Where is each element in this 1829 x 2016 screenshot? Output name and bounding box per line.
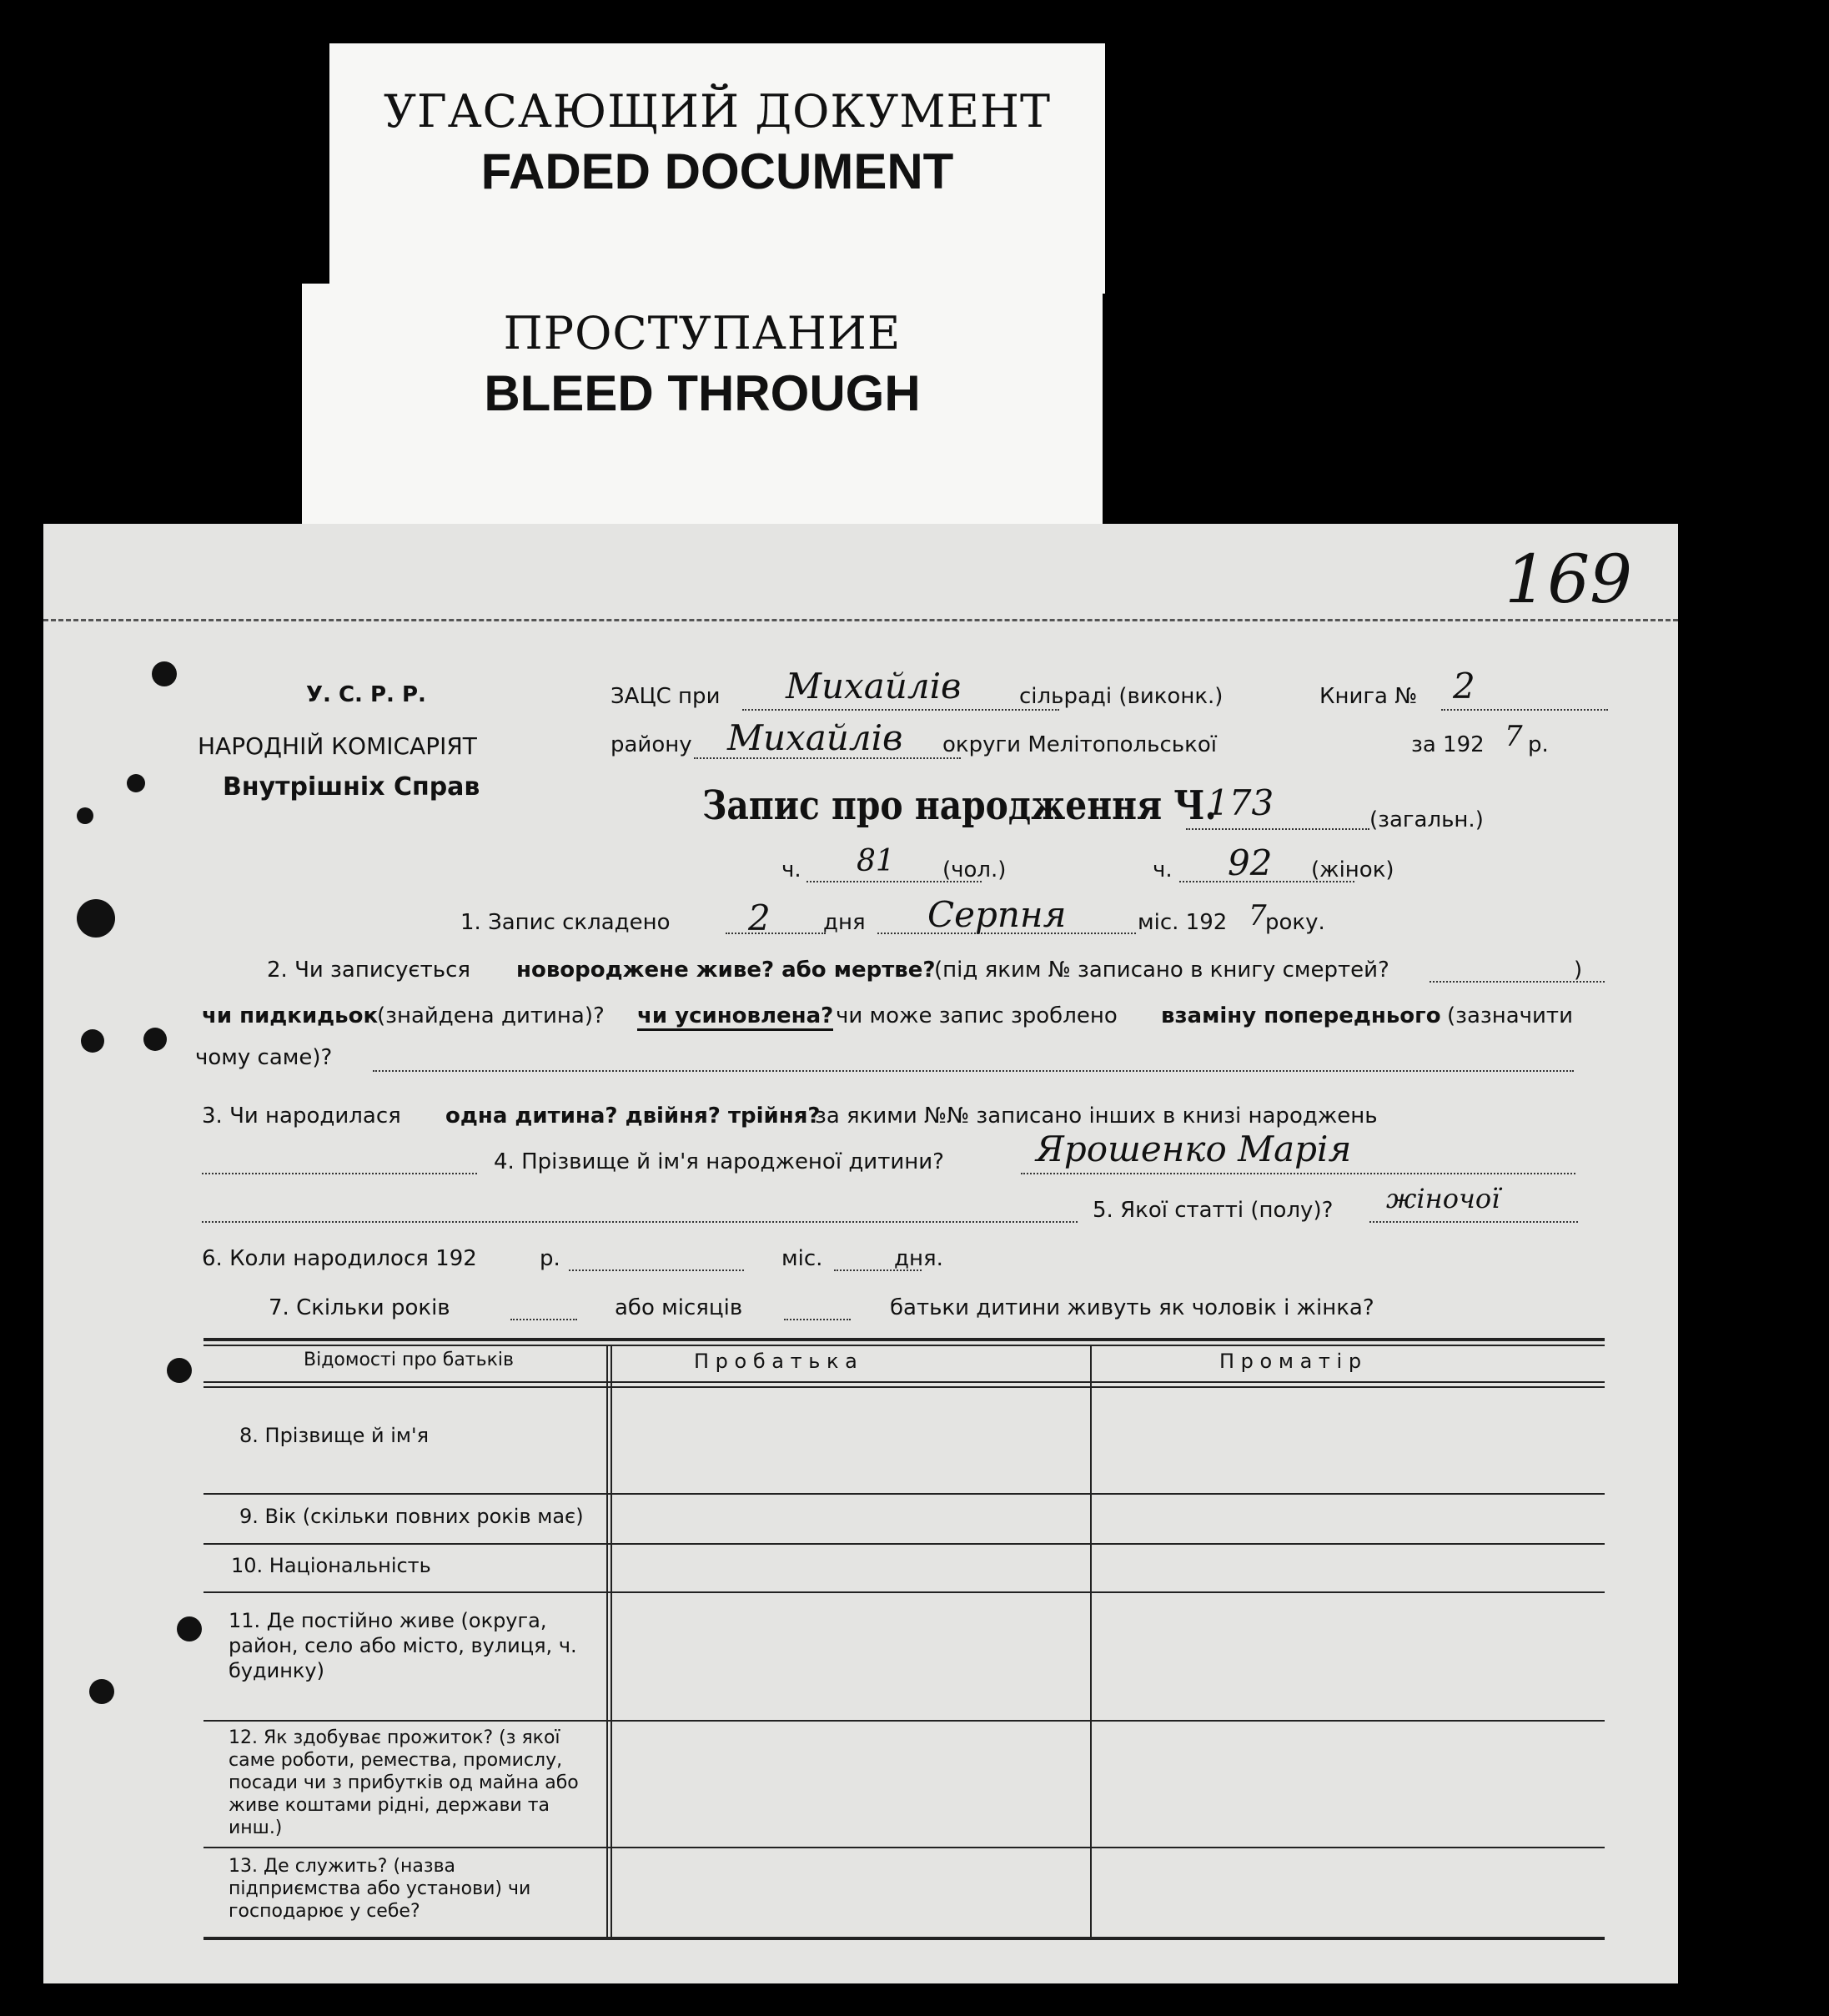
item-2-alive-dead: новороджене живе? або мертве? [516, 958, 936, 983]
item-5-line [202, 1221, 1078, 1223]
row-age: 9. Вік (скільки повних років має) [239, 1505, 584, 1528]
item-5-label: 5. Якої статті (полу)? [1093, 1198, 1334, 1223]
punch-hole [167, 1358, 192, 1383]
punch-hole [89, 1679, 114, 1704]
why-line [373, 1070, 1574, 1072]
child-name-handwritten: Ярошенко Марія [1036, 1129, 1352, 1169]
female-ch-label: ч. [1153, 857, 1173, 882]
item-6-day: дня. [894, 1246, 943, 1271]
punch-hole [143, 1028, 167, 1051]
item-1-day-label: дня [823, 910, 866, 935]
raion-handwritten: Михайлів [727, 717, 903, 758]
usrr-label: У. С. Р. Р. [306, 682, 426, 707]
row-line [204, 1591, 1605, 1593]
table-header-line-2 [204, 1386, 1605, 1388]
item-2-adopted: чи усиновлена? [637, 1003, 833, 1031]
bleed-label-en: BLEED THROUGH [484, 365, 921, 421]
birth-record-form [43, 524, 1678, 1983]
faded-label-ru: УГАСАЮЩИЙ ДОКУМЕНТ [383, 85, 1052, 138]
punch-hole [81, 1029, 104, 1053]
sex-handwritten: жіночої [1386, 1183, 1500, 1214]
years-line [510, 1319, 577, 1320]
bleed-through-card [302, 284, 1103, 525]
punch-hole [152, 661, 177, 686]
table-header-line [204, 1381, 1605, 1383]
item-3-other-numbers: за якими №№ записано інших в книзі народжень [815, 1104, 1378, 1129]
col-father: П р о б а т ь к а [694, 1350, 857, 1373]
year-digit2-handwritten: 7 [1249, 899, 1267, 933]
year-suffix: р. [1528, 732, 1549, 757]
internal-affairs-label: Внутрішніх Справ [223, 772, 480, 802]
item-1-month-label: міс. 192 [1138, 910, 1228, 935]
col-parents-info: Відомості про батьків [304, 1350, 514, 1370]
record-number-handwritten: 173 [1207, 782, 1274, 823]
child-name-line [1021, 1173, 1575, 1174]
village-field-line [742, 709, 1059, 711]
zags-suffix: сільраді (виконк.) [1019, 684, 1224, 709]
item-2-specify: (зазначити [1447, 1003, 1573, 1028]
item-7-label: 7. Скільки років [269, 1295, 450, 1320]
punch-hole [77, 899, 115, 938]
general-label: (загальн.) [1369, 807, 1484, 832]
perforation-line [43, 619, 1678, 621]
item-3-label: 3. Чи народилася [202, 1104, 401, 1129]
item-2-why: чому саме)? [195, 1045, 333, 1070]
male-ch-label: ч. [781, 857, 801, 882]
item-6-r: р. [540, 1246, 560, 1271]
commissariat-label: НАРОДНІЙ КОМІСАРІЯТ [198, 732, 477, 760]
punch-hole [127, 774, 145, 792]
punch-hole [77, 807, 93, 824]
row-line [204, 1720, 1605, 1722]
male-number-handwritten: 81 [857, 844, 895, 878]
paren-close: ) [1574, 958, 1583, 983]
row-line [204, 1493, 1605, 1495]
item-2-label: 2. Чи записується [267, 958, 471, 983]
female-number-handwritten: 92 [1228, 842, 1273, 883]
item-7-cohabit: батьки дитини живуть як чоловік і жінка? [890, 1295, 1374, 1320]
item-6-month: міс. [781, 1246, 823, 1271]
faded-label-en: FADED DOCUMENT [480, 143, 954, 199]
book-label: Книга № [1319, 684, 1418, 709]
sex-line [1369, 1221, 1578, 1223]
bleed-label-ru: ПРОСТУПАНИЕ [503, 307, 902, 359]
row-line [204, 1543, 1605, 1545]
item-1-year-label: року. [1265, 910, 1325, 935]
item-3-multiples: одна дитина? двійня? трійня? [445, 1104, 821, 1129]
village-handwritten: Михайлів [786, 666, 962, 706]
punch-hole [177, 1616, 202, 1641]
year-digit-handwritten: 7 [1505, 720, 1523, 753]
item-2-found-child: (знайдена дитина)? [377, 1003, 605, 1028]
record-number-line [1186, 828, 1369, 830]
col-mother: П р о м а т і р [1219, 1350, 1362, 1373]
male-label: (чол.) [942, 857, 1007, 882]
row-residence: 11. Де постійно живе (округа, район, село або місто, вулиця, ч. будинку) [229, 1609, 577, 1682]
row-line [204, 1847, 1605, 1848]
year-label: за 192 [1411, 732, 1485, 757]
item-1-label: 1. Запис складено [460, 910, 671, 935]
item-2-replacement-q: чи може запис зроблено [836, 1003, 1118, 1028]
book-number-handwritten: 2 [1453, 666, 1475, 706]
okrug-label: округи Мелітопольської [942, 732, 1217, 757]
row-nationality: 10. Національність [231, 1554, 431, 1577]
faded-document-card [329, 43, 1105, 294]
birth-year-line [569, 1269, 744, 1271]
female-label: (жінок) [1311, 857, 1394, 882]
item-2-foundling: чи пидкидьок [202, 1003, 379, 1028]
day-line [726, 933, 826, 934]
zags-prefix: ЗАЦС при [611, 684, 721, 709]
item-2-replacement: взаміну попереднього [1161, 1003, 1441, 1028]
folio-number: 169 [1505, 540, 1632, 618]
table-top-border-inner [204, 1345, 1605, 1346]
item-3-line [202, 1173, 477, 1174]
day-handwritten: 2 [748, 897, 771, 938]
row-livelihood: 12. Як здобуває прожиток? (з якої саме роботи, ремества, промислу, посади чи з прибутків од майна або живе коштами рідні, держави та инш.) [229, 1727, 579, 1838]
item-4-label: 4. Прізвище й ім'я народженої дитини? [494, 1149, 944, 1174]
row-employment: 13. Де служить? (назва підприємства або установи) чи господарює у себе? [229, 1856, 531, 1922]
item-2-death-book: (під яким № записано в книгу смертей? [934, 958, 1389, 983]
item-6-label: 6. Коли народилося 192 [202, 1246, 477, 1271]
item-7-months: або місяців [615, 1295, 743, 1320]
raion-prefix: району [611, 732, 692, 757]
month-handwritten: Серпня [927, 894, 1067, 935]
table-bottom-border [204, 1937, 1605, 1940]
row-name: 8. Прізвище й ім'я [239, 1424, 430, 1447]
months-line [784, 1319, 851, 1320]
record-title: Запис про народження Ч. [702, 782, 1217, 829]
table-top-border [204, 1338, 1605, 1341]
book-field-line [1441, 709, 1608, 711]
